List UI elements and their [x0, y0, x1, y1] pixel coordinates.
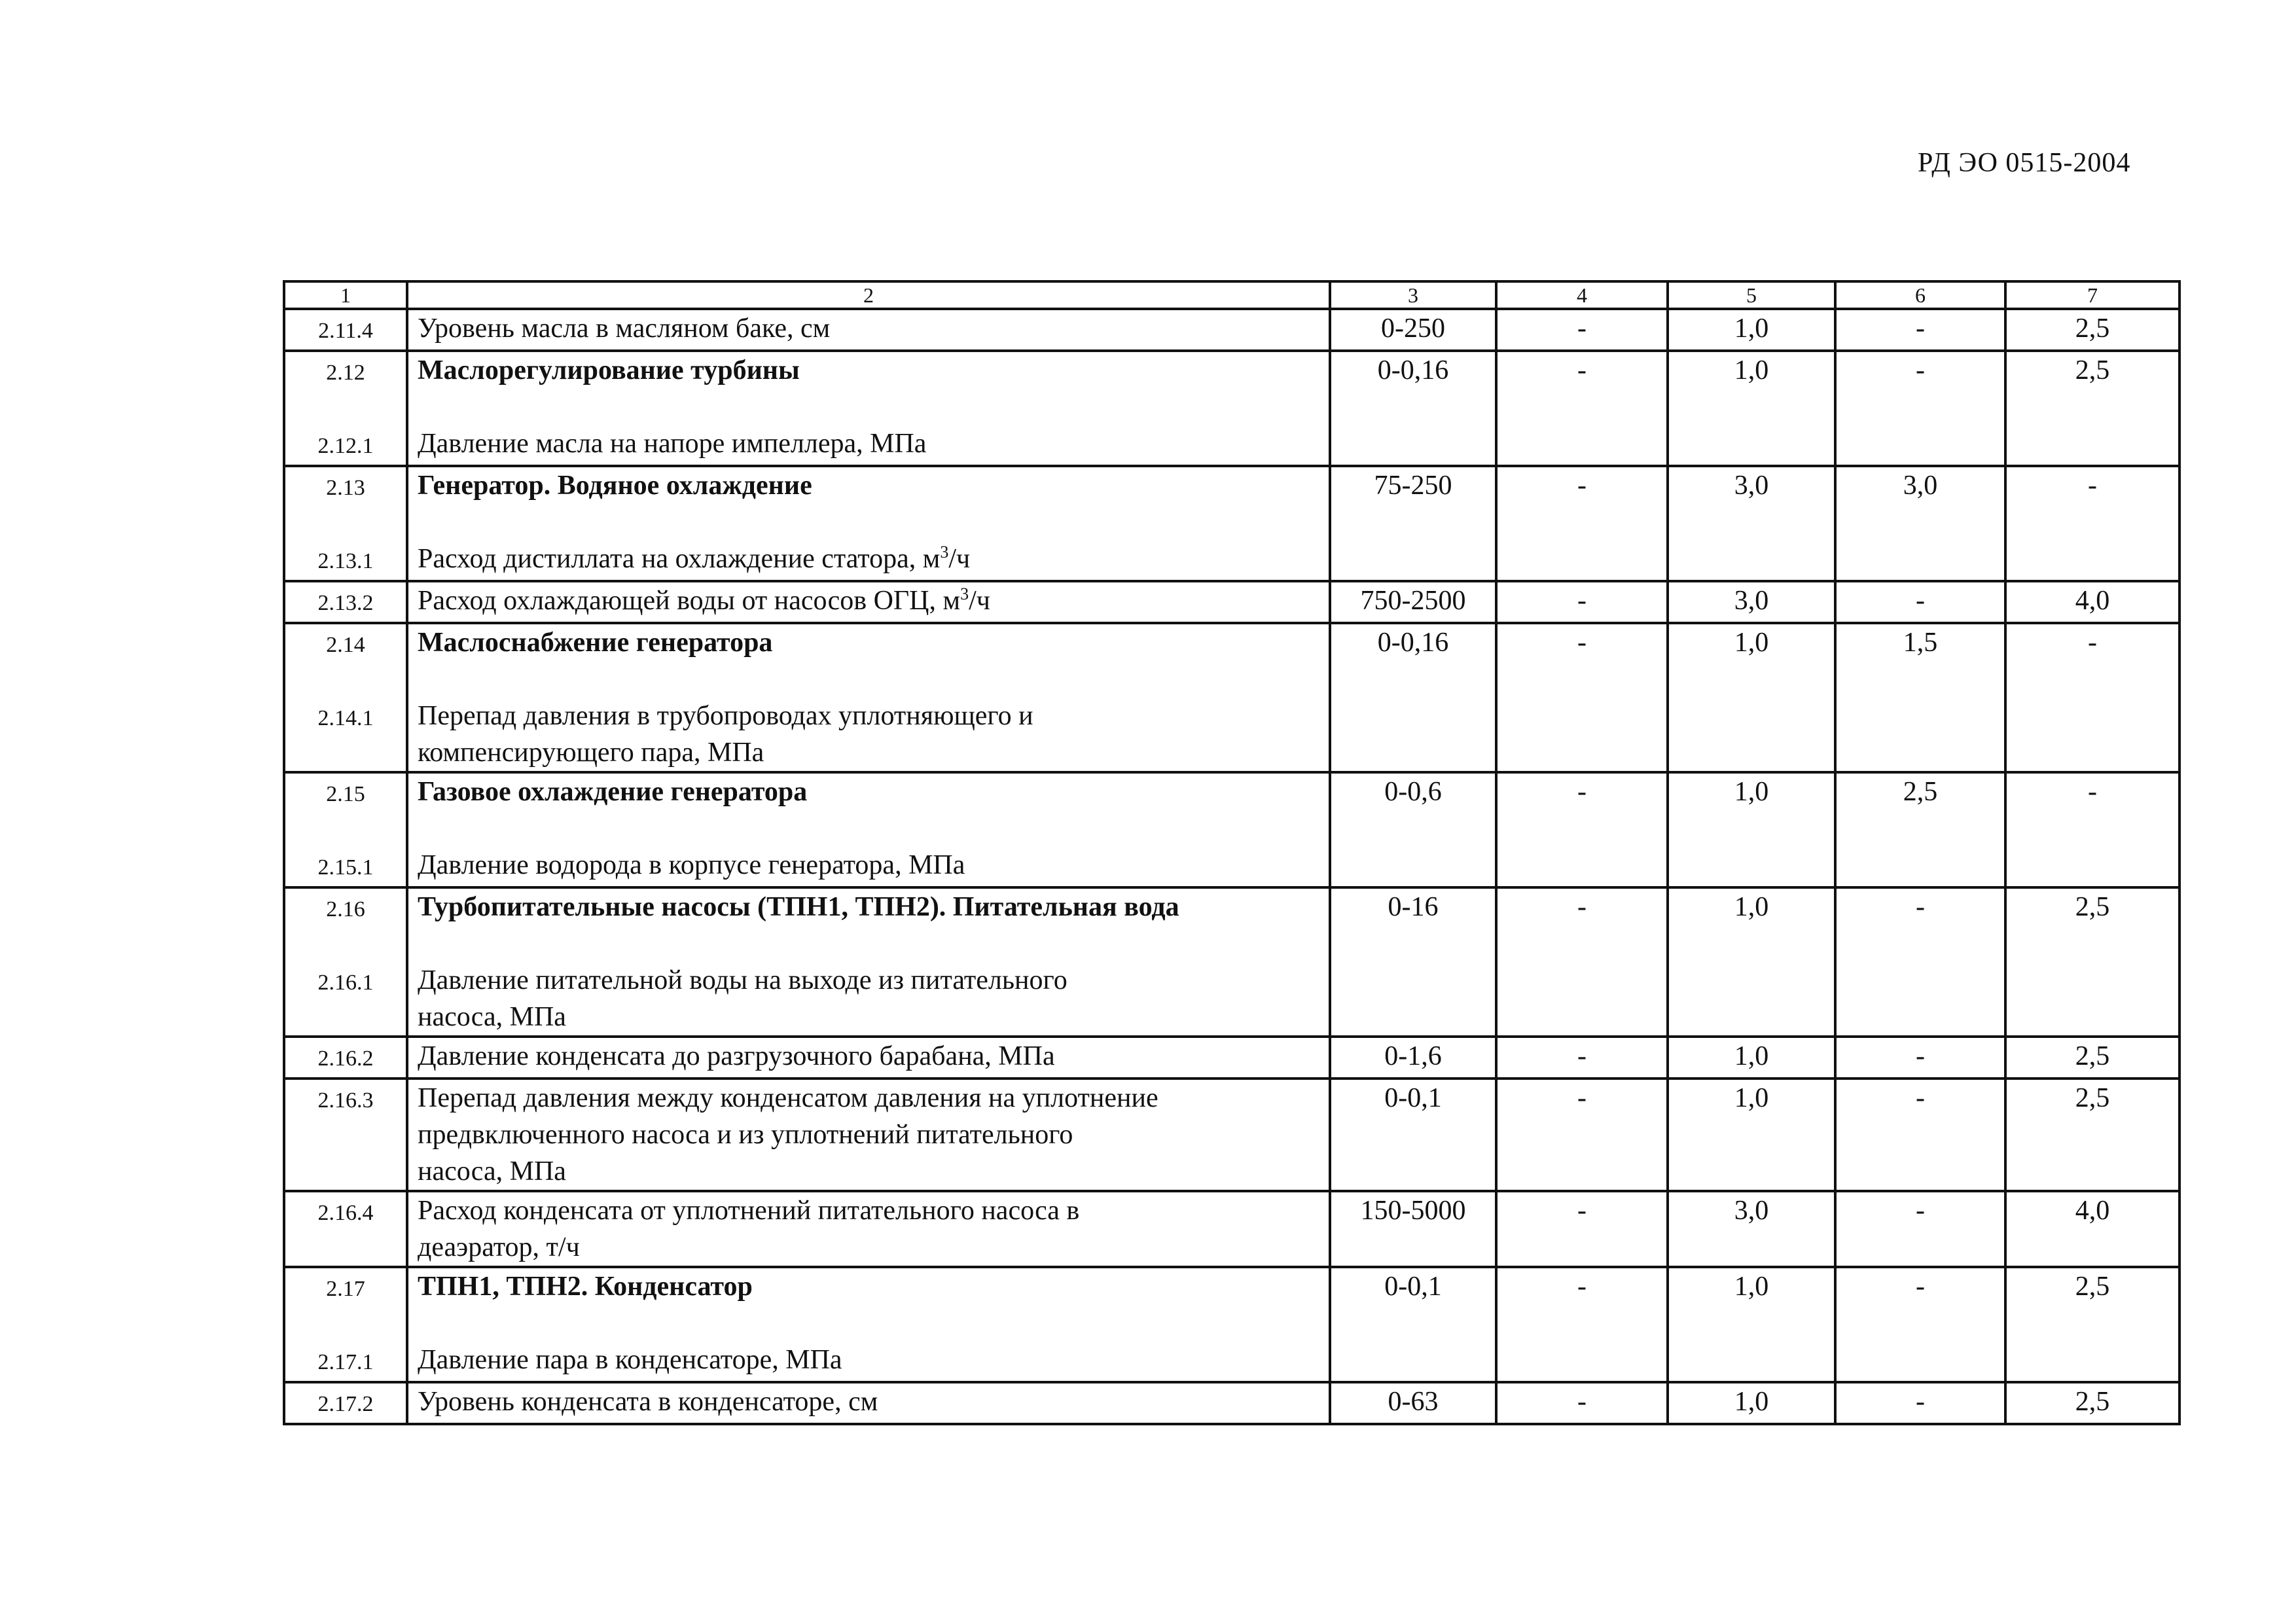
range-cell: 0-0,1 — [1330, 1267, 1496, 1382]
col6-cell: - — [1835, 309, 2005, 351]
column-number-row — [284, 281, 2179, 309]
parameters-table — [283, 280, 2181, 1425]
parameter-text: Давление водорода в корпусе генератора, МПа — [418, 850, 965, 880]
section-heading: Турбопитательные насосы (ТПН1, ТПН2). Питательная вода — [418, 892, 1179, 922]
section-number-spacer — [288, 664, 403, 700]
col7-cell: 2,5 — [2005, 1079, 2179, 1191]
parameter-text: компенсирующего пара, МПа — [418, 738, 764, 768]
col6-cell: 2,5 — [1835, 772, 2005, 887]
table-row — [284, 1079, 2179, 1191]
parameter-text-part: Расход охлаждающей воды от насосов ОГЦ, м — [418, 586, 961, 616]
parameter-text: насоса, МПа — [418, 1156, 566, 1186]
col7-cell: 2,5 — [2005, 1267, 2179, 1382]
item-number-cell — [284, 581, 407, 623]
parameter-text: Давление конденсата до разгрузочного барабана, МПа — [418, 1041, 1055, 1071]
unit-superscript: 3 — [940, 543, 949, 562]
col5-cell: 1,0 — [1668, 1382, 1835, 1424]
col7-cell: 4,0 — [2005, 581, 2179, 623]
table-row — [284, 1382, 2179, 1424]
col5-cell: 1,0 — [1668, 623, 1835, 772]
heading-spacer — [418, 1305, 1319, 1342]
item-number-cell — [284, 1037, 407, 1079]
section-heading: Маслорегулирование турбины — [418, 355, 800, 385]
parameter-text-part: Расход дистиллата на охлаждение статора, м — [418, 544, 941, 574]
parameter-text: Перепад давления в трубопроводах уплотняющего и — [418, 701, 1033, 731]
col4-cell: - — [1496, 351, 1668, 466]
range-cell: 0-63 — [1330, 1382, 1496, 1424]
col5-cell: 1,0 — [1668, 1079, 1835, 1191]
col4-cell: - — [1496, 309, 1668, 351]
table-row — [284, 623, 2179, 772]
table-row — [284, 581, 2179, 623]
col6-cell: - — [1835, 1079, 2005, 1191]
item-number-cell — [284, 887, 407, 1037]
parameter-text: насоса, МПа — [418, 1002, 566, 1032]
table-row — [284, 1267, 2179, 1382]
col5-cell: 3,0 — [1668, 1191, 1835, 1267]
column-header-5: 5 — [1668, 281, 1835, 309]
item-number: 2.16.2 — [317, 1046, 374, 1071]
range-cell: 0-0,16 — [1330, 623, 1496, 772]
col6-cell: - — [1835, 1382, 2005, 1424]
range-cell: 0-1,6 — [1330, 1037, 1496, 1079]
heading-spacer — [418, 661, 1319, 698]
table-row — [284, 309, 2179, 351]
section-heading: ТПН1, ТПН2. Конденсатор — [418, 1272, 753, 1302]
range-cell: 0-250 — [1330, 309, 1496, 351]
item-number: 2.16.1 — [317, 971, 374, 995]
item-number-cell — [284, 1267, 407, 1382]
parameter-text — [418, 582, 1319, 619]
col6-cell: - — [1835, 1037, 2005, 1079]
parameter-text: Давление масла на напоре импеллера, МПа — [418, 429, 927, 459]
parameter-text: Уровень масла в масляном баке, см — [418, 313, 831, 344]
col5-cell: 3,0 — [1668, 581, 1835, 623]
col5-cell: 1,0 — [1668, 351, 1835, 466]
unit-superscript: 3 — [960, 584, 969, 603]
parameter-cell — [407, 1191, 1330, 1267]
parameter-text: Перепад давления между конденсатом давления на уплотнение — [418, 1083, 1158, 1113]
col4-cell: - — [1496, 1079, 1668, 1191]
item-number: 2.17.2 — [317, 1392, 374, 1416]
parameter-cell — [407, 351, 1330, 466]
item-number-cell — [284, 623, 407, 772]
table-row — [284, 1191, 2179, 1267]
col6-cell: 3,0 — [1835, 466, 2005, 581]
col4-cell: - — [1496, 887, 1668, 1037]
parameter-cell — [407, 772, 1330, 887]
section-number-spacer — [288, 928, 403, 965]
col4-cell: - — [1496, 1382, 1668, 1424]
parameter-unit-suffix: /ч — [969, 586, 990, 616]
item-number: 2.15.1 — [317, 855, 374, 880]
item-number: 2.14.1 — [317, 706, 374, 730]
item-number: 2.16.4 — [317, 1201, 374, 1225]
heading-spacer — [418, 925, 1319, 962]
col5-cell: 1,0 — [1668, 1267, 1835, 1382]
section-number: 2.16 — [326, 897, 365, 921]
section-number-spacer — [288, 813, 403, 849]
col4-cell: - — [1496, 581, 1668, 623]
item-number-cell — [284, 1079, 407, 1191]
section-number: 2.14 — [326, 633, 365, 657]
item-number-cell — [284, 1191, 407, 1267]
col4-cell: - — [1496, 772, 1668, 887]
col4-cell: - — [1496, 623, 1668, 772]
table-row — [284, 1037, 2179, 1079]
parameter-text: Уровень конденсата в конденсаторе, см — [418, 1387, 878, 1417]
col7-cell: 2,5 — [2005, 1037, 2179, 1079]
item-number: 2.17.1 — [317, 1350, 374, 1374]
range-cell: 150-5000 — [1330, 1191, 1496, 1267]
col5-cell: 3,0 — [1668, 466, 1835, 581]
document-code: РД ЭО 0515-2004 — [1918, 148, 2131, 178]
range-cell: 0-0,1 — [1330, 1079, 1496, 1191]
parameter-cell — [407, 466, 1330, 581]
section-number: 2.17 — [326, 1277, 365, 1301]
item-number-cell — [284, 351, 407, 466]
item-number-cell — [284, 1382, 407, 1424]
col7-cell: - — [2005, 772, 2179, 887]
section-number: 2.13 — [326, 476, 365, 500]
section-number: 2.12 — [326, 361, 365, 385]
col5-cell: 1,0 — [1668, 1037, 1835, 1079]
range-cell: 750-2500 — [1330, 581, 1496, 623]
col5-cell: 1,0 — [1668, 887, 1835, 1037]
table-row — [284, 887, 2179, 1037]
parameter-text — [418, 541, 1319, 577]
col6-cell: - — [1835, 887, 2005, 1037]
parameter-text: деаэратор, т/ч — [418, 1232, 580, 1262]
item-number-cell — [284, 309, 407, 351]
item-number: 2.16.3 — [317, 1088, 374, 1113]
parameter-unit-suffix: /ч — [948, 544, 971, 574]
table-row — [284, 351, 2179, 466]
col6-cell: - — [1835, 351, 2005, 466]
col6-cell: 1,5 — [1835, 623, 2005, 772]
parameter-cell — [407, 581, 1330, 623]
col5-cell: 1,0 — [1668, 772, 1835, 887]
parameter-cell — [407, 1079, 1330, 1191]
parameter-text: Расход конденсата от уплотнений питательного насоса в — [418, 1196, 1080, 1226]
heading-spacer — [418, 810, 1319, 847]
parameter-cell — [407, 623, 1330, 772]
parameter-cell — [407, 1267, 1330, 1382]
table-row — [284, 772, 2179, 887]
col4-cell: - — [1496, 466, 1668, 581]
section-heading: Генератор. Водяное охлаждение — [418, 471, 812, 501]
section-heading: Маслоснабжение генератора — [418, 628, 773, 658]
col4-cell: - — [1496, 1191, 1668, 1267]
column-header-1: 1 — [284, 281, 407, 309]
parameter-text: предвключенного насоса и из уплотнений питательного — [418, 1120, 1073, 1150]
range-cell: 0-16 — [1330, 887, 1496, 1037]
column-header-4: 4 — [1496, 281, 1668, 309]
parameter-text: Давление питательной воды на выходе из питательного — [418, 965, 1067, 995]
col7-cell: 4,0 — [2005, 1191, 2179, 1267]
parameter-cell — [407, 309, 1330, 351]
col7-cell: 2,5 — [2005, 309, 2179, 351]
column-header-3: 3 — [1330, 281, 1496, 309]
range-cell: 0-0,6 — [1330, 772, 1496, 887]
range-cell: 0-0,16 — [1330, 351, 1496, 466]
col7-cell: - — [2005, 623, 2179, 772]
heading-spacer — [418, 389, 1319, 425]
col6-cell: - — [1835, 1267, 2005, 1382]
table-row — [284, 466, 2179, 581]
section-number: 2.15 — [326, 782, 365, 806]
parameter-cell — [407, 887, 1330, 1037]
item-number: 2.12.1 — [317, 434, 374, 458]
item-number-cell — [284, 772, 407, 887]
range-cell: 75-250 — [1330, 466, 1496, 581]
col7-cell: 2,5 — [2005, 887, 2179, 1037]
section-number-spacer — [288, 507, 403, 543]
column-header-7: 7 — [2005, 281, 2179, 309]
section-number-spacer — [288, 1308, 403, 1344]
col7-cell: 2,5 — [2005, 351, 2179, 466]
col6-cell: - — [1835, 1191, 2005, 1267]
col5-cell: 1,0 — [1668, 309, 1835, 351]
column-header-2: 2 — [407, 281, 1330, 309]
col6-cell: - — [1835, 581, 2005, 623]
parameter-cell — [407, 1037, 1330, 1079]
heading-spacer — [418, 504, 1319, 541]
item-number: 2.13.2 — [317, 591, 374, 615]
col4-cell: - — [1496, 1037, 1668, 1079]
parameter-cell — [407, 1382, 1330, 1424]
section-heading: Газовое охлаждение генератора — [418, 777, 808, 807]
section-number-spacer — [288, 391, 403, 428]
col7-cell: - — [2005, 466, 2179, 581]
item-number-cell — [284, 466, 407, 581]
item-number: 2.11.4 — [318, 319, 373, 343]
col4-cell: - — [1496, 1267, 1668, 1382]
col7-cell: 2,5 — [2005, 1382, 2179, 1424]
parameter-text: Давление пара в конденсаторе, МПа — [418, 1345, 842, 1375]
column-header-6: 6 — [1835, 281, 2005, 309]
item-number: 2.13.1 — [317, 549, 374, 573]
